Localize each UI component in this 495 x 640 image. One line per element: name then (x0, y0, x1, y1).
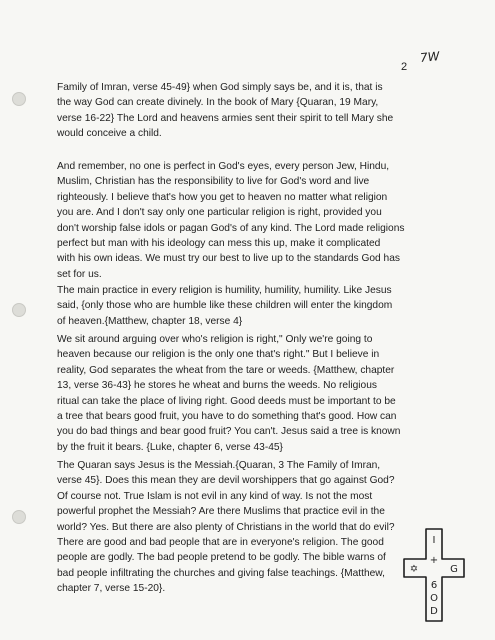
text-line: verse 45}. Does this mean they are devil worshippers that go against God? (57, 475, 395, 487)
text-line: There are good and bad people that are in everyone's religion. The good (57, 537, 384, 549)
text-line: you are. And I don't say only one particular religion is right, provided you (57, 207, 382, 219)
text-line: don't worship false idols or pagan God's of any kind. The Lord made religions (57, 222, 405, 234)
binder-hole (12, 303, 26, 317)
text-line: 13, verse 36-43} he stores he wheat and burns the weeds. No religious (57, 380, 377, 392)
text-line: chapter 7, verse 15-20}. (57, 583, 166, 595)
text-line: you do bad things and bear good fruit? You can't. Jesus said a tree is known (57, 426, 401, 438)
text-line: said, {only those who are humble like these children will enter the kingdom (57, 300, 393, 312)
handwritten-note: 7W (419, 49, 441, 65)
text-line: The main practice in every religion is humility, humility, humility. Like Jesus (57, 285, 392, 296)
cross-vertical-letter: O (430, 593, 438, 604)
binder-hole (12, 92, 26, 106)
paragraph (57, 283, 457, 329)
text-line: of heaven.{Matthew, chapter 18, verse 4} (57, 315, 243, 327)
text-line: Family of Imran, verse 45-49} when God simply says be, and it is, that is (57, 82, 383, 93)
paragraph (57, 159, 457, 282)
star-of-david-icon: ✡ (409, 564, 419, 575)
text-line: a tree that bears good fruit, you have to do something that's good. How can (57, 411, 397, 423)
cross-center-mark: + (429, 555, 439, 566)
paragraph (57, 80, 457, 142)
cross-vertical-letter: D (430, 606, 438, 617)
text-line: Muslim, Christian has the responsibility to live for God's word and live (57, 176, 370, 188)
text-line: perfect but man with his ideology can mess this up, make it complicated (57, 238, 381, 250)
text-line: We sit around arguing over who's religion is right," Only we're going to (57, 334, 373, 345)
text-line: the way God can create divinely. In the book of Mary {Quaran, 19 Mary, (57, 97, 379, 109)
text-line: with his own ideas. We must try our best to live up to the standards God has (57, 253, 400, 265)
text-line: powerful prophet the Messiah? Are there Muslims that practice evil in the (57, 506, 385, 518)
text-line: Of course not. True Islam is not evil in any kind of way. Is not the most (57, 490, 373, 502)
text-line: by the fruit it bears. {Luke, chapter 6, verse 43-45} (57, 441, 283, 453)
binder-hole (12, 510, 26, 524)
text-line: verse 16-22} The Lord and heavens armies sent their spirit to tell Mary she (57, 112, 394, 124)
text-line: And remember, no one is perfect in God's eyes, every person Jew, Hindu, (57, 161, 390, 172)
text-line: bad people infiltrating the churches and giving false teachings. {Matthew, (57, 567, 385, 579)
paragraph (57, 332, 457, 455)
text-line: would conceive a child. (57, 128, 162, 140)
page-number: 2 (401, 61, 408, 73)
text-line: set for us. (57, 268, 102, 280)
text-line: heaven because our religion is the only one that's right." But I believe in (57, 349, 380, 361)
cross-top-letter: I (432, 535, 436, 546)
text-line: people are godly. The bad people pretend to be godly. The bible warns of (57, 552, 386, 564)
text-line: The Quaran says Jesus is the Messiah.{Quaran, 3 The Family of Imran, (57, 460, 381, 471)
text-line: righteously. I believe that's how you get to heaven no matter what religion (57, 191, 388, 203)
text-line: world? Yes. But there are also plenty of Christians in the world that do evil? (57, 521, 395, 533)
cross-vertical-letter: 6 (430, 580, 438, 591)
text-line: reality, God separates the wheat from the tare or weeds. {Matthew, chapter (57, 364, 395, 376)
cross-drawing (402, 527, 466, 623)
cross-right-letter: G (450, 564, 458, 575)
paragraph (57, 458, 457, 597)
text-line: ritual can take the place of living right. Good deeds must be important to be (57, 395, 396, 407)
